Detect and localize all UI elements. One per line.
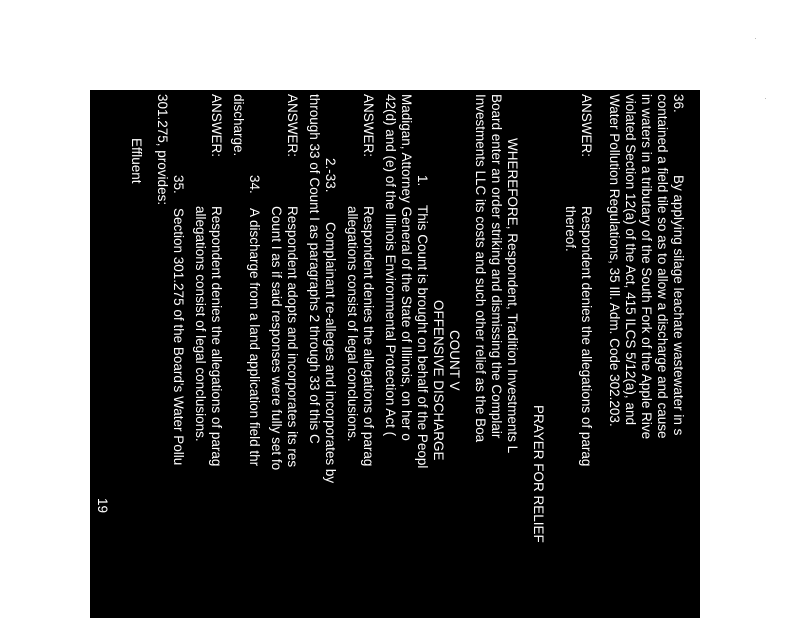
scan-speck — [755, 38, 756, 39]
paragraph-text-line: through 33 of Count I as paragraphs 2 through 33 of this C — [307, 94, 322, 444]
paragraph-text-line: violated Section 12(a) of the Act, 415 ILCS 5/12(a), and — [623, 94, 638, 425]
paragraph-text-line: Section 301.275 of the Board's Water Pollu — [171, 208, 186, 466]
answer-text-line: thereof. — [563, 206, 578, 252]
paragraph-number: 34. — [247, 175, 262, 194]
answer-text-line: Count I as if said responses were fully set fo — [269, 206, 284, 471]
paragraph-text-line: Board enter an order striking and dismissing the Complair — [489, 94, 504, 439]
scan-speck — [765, 98, 766, 99]
answer-text-line: Respondent denies the allegations of parag — [209, 206, 224, 467]
page-number: 19 — [95, 498, 110, 514]
rotated-page-content — [90, 90, 700, 618]
section-heading: PRAYER FOR RELIEF — [531, 405, 546, 543]
paragraph-text-line: By applying silage leachate wastewater in s — [671, 175, 686, 436]
paragraph-text-line: in waters in a tributary of the South Fork of the Apple Rive — [639, 94, 654, 440]
answer-label: ANSWER: — [579, 94, 594, 158]
paragraph-text-line: This Count is brought on behalf of the Peopl — [415, 205, 430, 469]
paragraph-number: 2.-33. — [323, 158, 338, 193]
paragraph-text-line: A discharge from a land application field thr — [247, 208, 262, 467]
paragraph-text-line: WHEREFORE, Respondent, Tradition Investments L — [505, 138, 520, 454]
answer-label: ANSWER: — [285, 94, 300, 158]
paragraph-text-line: discharge. — [231, 94, 246, 157]
paragraph-number: 35. — [171, 175, 186, 194]
answer-text-line: allegations consist of legal conclusions. — [193, 206, 208, 442]
answer-text-line: Respondent denies the allegations of parag — [579, 206, 594, 467]
paragraph-text-line: Complainant re-alleges and incorporates by — [323, 222, 338, 484]
answer-text-line: Respondent denies the allegations of parag — [361, 206, 376, 467]
paragraph-text-line: contained a field tile so as to allow a discharge and cause — [655, 94, 670, 439]
count-subheading: OFFENSIVE DISCHARGE — [431, 300, 446, 461]
answer-label: ANSWER: — [361, 94, 376, 158]
paragraph-number: 36. — [671, 94, 686, 113]
paragraph-text-line: Investments LLC its costs and such other relief as the Boa — [473, 94, 488, 443]
answer-text-line: Respondent adopts and incorporates its res — [285, 206, 300, 468]
paragraph-text-line: Water Pollution Regulations, 35 Ill. Adm. Code 302.203. — [607, 94, 622, 427]
quoted-term: Effluent — [129, 138, 144, 184]
answer-text-line: allegations consist of legal conclusions. — [345, 206, 360, 442]
paragraph-text-line: 301.275, provides: — [155, 94, 170, 206]
paragraph-text-line: 42(d) and (e) of the Illinois Environmental Protection Act ( — [383, 94, 398, 437]
count-heading: COUNT V — [447, 330, 462, 391]
paragraph-number: 1. — [415, 175, 430, 187]
scanned-document-page — [90, 90, 700, 618]
paragraph-text-line: Madigan, Attorney General of the State of Illinois, on her o — [399, 94, 414, 441]
answer-label: ANSWER: — [209, 94, 224, 158]
